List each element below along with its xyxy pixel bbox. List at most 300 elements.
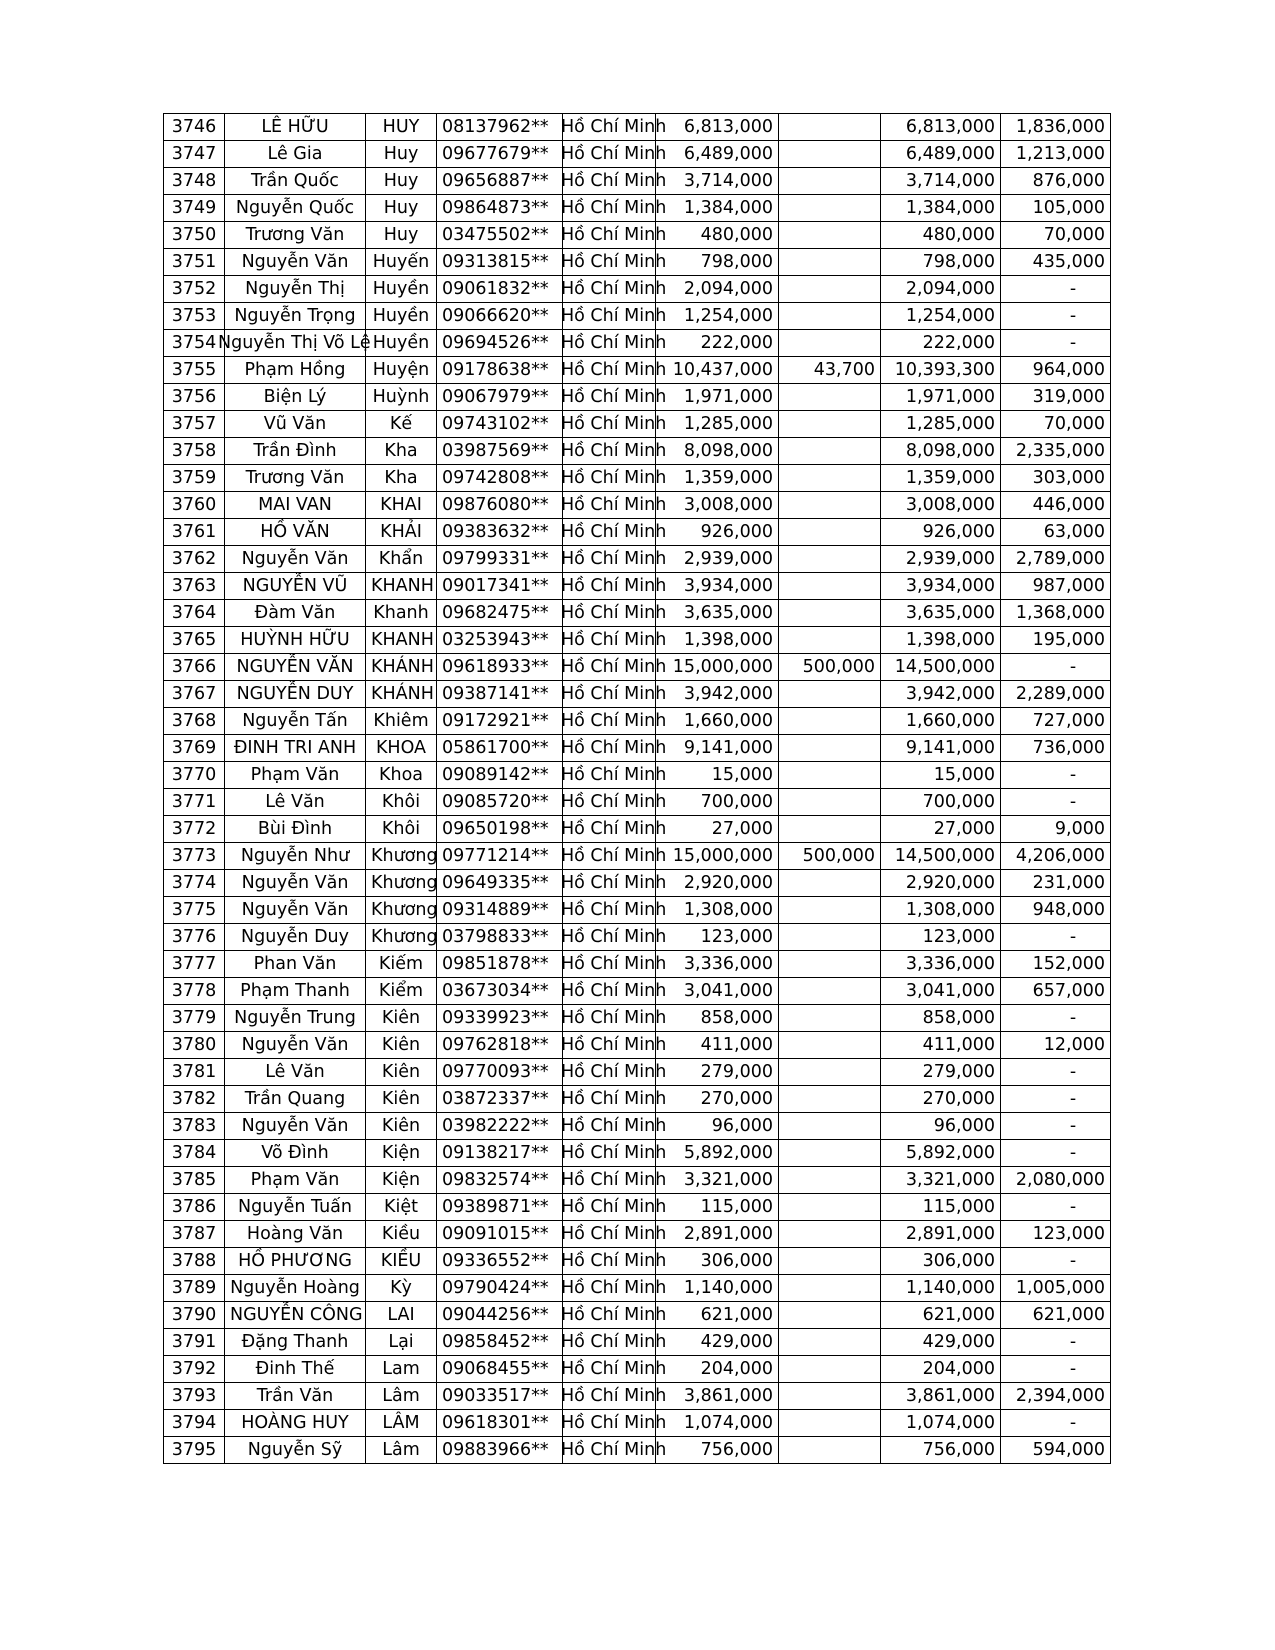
deduction-cell — [779, 411, 881, 438]
phone-text: 09883966** — [442, 1440, 549, 1460]
deduction-cell — [779, 1356, 881, 1383]
row-number-text: 3780 — [171, 1035, 217, 1055]
net-amount-cell — [881, 708, 1001, 735]
phone-cell — [437, 330, 563, 357]
city-cell — [561, 951, 667, 978]
net-amount-cell — [881, 924, 1001, 951]
row-number-cell — [164, 573, 225, 600]
phone-cell — [437, 222, 563, 249]
extra-amount-text: 435,000 — [1032, 252, 1105, 272]
city-cell — [561, 573, 667, 600]
row-number-text: 3755 — [171, 360, 217, 380]
extra-amount-text: - — [1069, 657, 1077, 677]
net-amount-cell — [881, 303, 1001, 330]
row-number-cell — [164, 1383, 225, 1410]
row-number-cell — [164, 1140, 225, 1167]
city-text: Hồ Chí Minh — [561, 792, 667, 812]
city-cell — [561, 681, 667, 708]
net-amount-cell — [881, 789, 1001, 816]
row-number-cell — [164, 1248, 225, 1275]
amount-cell — [656, 492, 779, 519]
city-text: Hồ Chí Minh — [561, 1008, 667, 1028]
deduction-cell — [779, 870, 881, 897]
amount-text: 204,000 — [700, 1359, 773, 1379]
family-name-cell — [225, 951, 366, 978]
net-amount-cell — [881, 1437, 1001, 1464]
city-text: Hồ Chí Minh — [561, 333, 667, 353]
phone-cell — [437, 789, 563, 816]
table-row — [164, 924, 1111, 951]
net-amount-text: 3,336,000 — [905, 954, 995, 974]
family-name-text: Nguyễn Văn — [241, 1035, 349, 1055]
amount-cell — [656, 1302, 779, 1329]
net-amount-text: 204,000 — [922, 1359, 995, 1379]
city-text: Hồ Chí Minh — [561, 981, 667, 1001]
net-amount-cell — [881, 546, 1001, 573]
amount-cell — [656, 654, 779, 681]
given-name-cell — [366, 1248, 437, 1275]
extra-amount-cell — [1001, 195, 1111, 222]
table-row — [164, 222, 1111, 249]
extra-amount-cell — [1001, 492, 1111, 519]
given-name-cell — [366, 735, 437, 762]
family-name-text: Biện Lý — [263, 387, 327, 407]
given-name-text: Huy — [383, 171, 419, 191]
amount-cell — [656, 708, 779, 735]
table-row — [164, 1113, 1111, 1140]
given-name-text: KIỀU — [380, 1251, 422, 1271]
extra-amount-text: - — [1069, 765, 1077, 785]
net-amount-cell — [881, 357, 1001, 384]
extra-amount-text: 727,000 — [1032, 711, 1105, 731]
net-amount-cell — [881, 1221, 1001, 1248]
phone-cell — [437, 1032, 563, 1059]
row-number-text: 3774 — [171, 873, 217, 893]
city-cell — [561, 978, 667, 1005]
city-cell — [561, 1140, 667, 1167]
phone-text: 09091015** — [442, 1224, 549, 1244]
deduction-cell — [779, 1302, 881, 1329]
deduction-cell — [779, 1167, 881, 1194]
net-amount-text: 3,934,000 — [905, 576, 995, 596]
given-name-text: Kế — [389, 414, 413, 434]
extra-amount-cell — [1001, 114, 1111, 141]
deduction-cell — [779, 357, 881, 384]
amount-cell — [656, 978, 779, 1005]
net-amount-text: 3,635,000 — [905, 603, 995, 623]
amount-cell — [656, 897, 779, 924]
phone-text: 09089142** — [442, 765, 549, 785]
extra-amount-cell — [1001, 897, 1111, 924]
family-name-cell — [225, 654, 366, 681]
city-cell — [561, 600, 667, 627]
row-number-text: 3763 — [171, 576, 217, 596]
net-amount-cell — [881, 492, 1001, 519]
deduction-cell — [779, 789, 881, 816]
family-name-text: Nguyễn Tấn — [242, 711, 348, 731]
phone-cell — [437, 1221, 563, 1248]
family-name-cell — [225, 492, 366, 519]
city-cell — [561, 546, 667, 573]
table-row — [164, 276, 1111, 303]
family-name-cell — [225, 978, 366, 1005]
family-name-cell — [225, 600, 366, 627]
extra-amount-text: 657,000 — [1032, 981, 1105, 1001]
deduction-cell — [779, 681, 881, 708]
amount-cell — [656, 789, 779, 816]
extra-amount-cell — [1001, 1086, 1111, 1113]
extra-amount-text: 70,000 — [1043, 225, 1105, 245]
row-number-cell — [164, 1356, 225, 1383]
city-text: Hồ Chí Minh — [561, 1116, 667, 1136]
family-name-cell — [225, 1356, 366, 1383]
amount-cell — [656, 627, 779, 654]
net-amount-text: 1,140,000 — [905, 1278, 995, 1298]
table-row — [164, 1086, 1111, 1113]
row-number-text: 3783 — [171, 1116, 217, 1136]
amount-cell — [656, 222, 779, 249]
row-number-cell — [164, 1410, 225, 1437]
deduction-cell — [779, 1194, 881, 1221]
extra-amount-cell — [1001, 1032, 1111, 1059]
net-amount-cell — [881, 573, 1001, 600]
city-text: Hồ Chí Minh — [561, 414, 667, 434]
amount-text: 2,939,000 — [683, 549, 773, 569]
extra-amount-text: 231,000 — [1032, 873, 1105, 893]
extra-amount-text: 63,000 — [1043, 522, 1105, 542]
city-text: Hồ Chí Minh — [561, 279, 667, 299]
deduction-cell — [779, 1059, 881, 1086]
phone-cell — [437, 654, 563, 681]
table-row — [164, 708, 1111, 735]
amount-cell — [656, 357, 779, 384]
data-table — [163, 113, 1111, 1464]
family-name-text: ĐINH TRI ANH — [233, 738, 357, 758]
phone-text: 09742808** — [442, 468, 549, 488]
row-number-cell — [164, 870, 225, 897]
deduction-cell — [779, 303, 881, 330]
city-text: Hồ Chí Minh — [561, 1413, 667, 1433]
amount-text: 1,140,000 — [683, 1278, 773, 1298]
city-cell — [561, 1059, 667, 1086]
phone-cell — [437, 357, 563, 384]
city-text: Hồ Chí Minh — [561, 468, 667, 488]
phone-text: 09066620** — [442, 306, 549, 326]
amount-text: 1,285,000 — [683, 414, 773, 434]
given-name-cell — [366, 897, 437, 924]
amount-text: 3,861,000 — [683, 1386, 773, 1406]
family-name-cell — [225, 276, 366, 303]
family-name-cell — [225, 357, 366, 384]
deduction-cell — [779, 168, 881, 195]
row-number-text: 3761 — [171, 522, 217, 542]
deduction-text: 500,000 — [802, 846, 875, 866]
phone-text: 09389871** — [442, 1197, 549, 1217]
amount-text: 1,384,000 — [683, 198, 773, 218]
row-number-text: 3781 — [171, 1062, 217, 1082]
extra-amount-cell — [1001, 303, 1111, 330]
extra-amount-text: 876,000 — [1032, 171, 1105, 191]
family-name-cell — [225, 1032, 366, 1059]
deduction-cell — [779, 222, 881, 249]
row-number-cell — [164, 168, 225, 195]
phone-cell — [437, 168, 563, 195]
phone-text: 03987569** — [442, 441, 549, 461]
phone-text: 03475502** — [442, 225, 549, 245]
deduction-cell — [779, 330, 881, 357]
amount-text: 8,098,000 — [683, 441, 773, 461]
amount-cell — [656, 1437, 779, 1464]
given-name-cell — [366, 1329, 437, 1356]
extra-amount-text: 1,005,000 — [1015, 1278, 1105, 1298]
given-name-text: Huy — [383, 198, 419, 218]
table-row — [164, 897, 1111, 924]
row-number-text: 3749 — [171, 198, 217, 218]
given-name-text: Kha — [384, 441, 418, 461]
table-row — [164, 492, 1111, 519]
extra-amount-text: - — [1069, 1089, 1077, 1109]
deduction-cell — [779, 1275, 881, 1302]
family-name-text: Trần Đình — [253, 441, 337, 461]
city-cell — [561, 1005, 667, 1032]
given-name-text: Kha — [384, 468, 418, 488]
phone-cell — [437, 384, 563, 411]
phone-cell — [437, 249, 563, 276]
extra-amount-cell — [1001, 330, 1111, 357]
net-amount-cell — [881, 843, 1001, 870]
extra-amount-text: - — [1069, 1116, 1077, 1136]
row-number-text: 3758 — [171, 441, 217, 461]
amount-text: 96,000 — [711, 1116, 773, 1136]
extra-amount-text: - — [1069, 1413, 1077, 1433]
extra-amount-text: 1,213,000 — [1015, 144, 1105, 164]
family-name-text: Trần Văn — [256, 1386, 334, 1406]
extra-amount-cell — [1001, 573, 1111, 600]
extra-amount-cell — [1001, 708, 1111, 735]
row-number-cell — [164, 519, 225, 546]
row-number-text: 3786 — [171, 1197, 217, 1217]
net-amount-text: 123,000 — [922, 927, 995, 947]
extra-amount-text: 1,368,000 — [1015, 603, 1105, 623]
table-row — [164, 330, 1111, 357]
row-number-cell — [164, 1275, 225, 1302]
phone-cell — [437, 1059, 563, 1086]
net-amount-cell — [881, 951, 1001, 978]
city-cell — [561, 303, 667, 330]
given-name-cell — [366, 1167, 437, 1194]
extra-amount-text: - — [1069, 1251, 1077, 1271]
given-name-cell — [366, 384, 437, 411]
phone-text: 09314889** — [442, 900, 549, 920]
row-number-text: 3776 — [171, 927, 217, 947]
family-name-text: Nguyễn Thị — [245, 279, 345, 299]
row-number-text: 3752 — [171, 279, 217, 299]
city-text: Hồ Chí Minh — [561, 171, 667, 191]
phone-text: 09650198** — [442, 819, 549, 839]
given-name-text: Kiện — [381, 1170, 421, 1190]
deduction-cell — [779, 276, 881, 303]
net-amount-cell — [881, 897, 1001, 924]
city-cell — [561, 114, 667, 141]
row-number-text: 3767 — [171, 684, 217, 704]
extra-amount-cell — [1001, 411, 1111, 438]
deduction-cell — [779, 1140, 881, 1167]
city-cell — [561, 1356, 667, 1383]
row-number-text: 3779 — [171, 1008, 217, 1028]
phone-cell — [437, 1113, 563, 1140]
row-number-text: 3756 — [171, 387, 217, 407]
given-name-text: Huyền — [372, 333, 430, 353]
table-row — [164, 1302, 1111, 1329]
given-name-text: Lam — [382, 1359, 420, 1379]
city-text: Hồ Chí Minh — [561, 657, 667, 677]
city-text: Hồ Chí Minh — [561, 684, 667, 704]
net-amount-cell — [881, 1356, 1001, 1383]
family-name-text: Nguyễn Trọng — [234, 306, 356, 326]
family-name-cell — [225, 1194, 366, 1221]
city-cell — [561, 735, 667, 762]
deduction-cell — [779, 546, 881, 573]
amount-cell — [656, 1005, 779, 1032]
extra-amount-text: - — [1069, 1332, 1077, 1352]
family-name-cell — [225, 1086, 366, 1113]
net-amount-cell — [881, 1410, 1001, 1437]
net-amount-text: 270,000 — [922, 1089, 995, 1109]
given-name-text: Huyền — [372, 306, 430, 326]
extra-amount-cell — [1001, 654, 1111, 681]
given-name-cell — [366, 978, 437, 1005]
phone-text: 09656887** — [442, 171, 549, 191]
row-number-text: 3746 — [171, 117, 217, 137]
amount-cell — [656, 1167, 779, 1194]
amount-cell — [656, 195, 779, 222]
extra-amount-cell — [1001, 735, 1111, 762]
family-name-cell — [225, 519, 366, 546]
city-cell — [561, 519, 667, 546]
deduction-cell — [779, 654, 881, 681]
table-row — [164, 195, 1111, 222]
table-row — [164, 681, 1111, 708]
family-name-text: Đinh Thế — [255, 1359, 335, 1379]
city-text: Hồ Chí Minh — [561, 1035, 667, 1055]
net-amount-cell — [881, 978, 1001, 1005]
amount-text: 700,000 — [700, 792, 773, 812]
amount-cell — [656, 1059, 779, 1086]
phone-cell — [437, 465, 563, 492]
amount-text: 6,489,000 — [683, 144, 773, 164]
net-amount-text: 14,500,000 — [894, 846, 995, 866]
table-row — [164, 519, 1111, 546]
extra-amount-cell — [1001, 1248, 1111, 1275]
amount-cell — [656, 546, 779, 573]
given-name-text: Khoa — [379, 765, 423, 785]
phone-text: 03253943** — [442, 630, 549, 650]
deduction-cell — [779, 384, 881, 411]
extra-amount-text: - — [1069, 306, 1077, 326]
phone-text: 09618301** — [442, 1413, 549, 1433]
extra-amount-text: 621,000 — [1032, 1305, 1105, 1325]
extra-amount-text: 123,000 — [1032, 1224, 1105, 1244]
given-name-cell — [366, 141, 437, 168]
given-name-text: Huyện — [372, 360, 430, 380]
city-cell — [561, 492, 667, 519]
table-row — [164, 1032, 1111, 1059]
row-number-text: 3754 — [171, 333, 217, 353]
extra-amount-cell — [1001, 1221, 1111, 1248]
extra-amount-cell — [1001, 924, 1111, 951]
given-name-cell — [366, 1356, 437, 1383]
net-amount-cell — [881, 1113, 1001, 1140]
extra-amount-cell — [1001, 1356, 1111, 1383]
phone-cell — [437, 924, 563, 951]
table-row — [164, 141, 1111, 168]
net-amount-cell — [881, 681, 1001, 708]
net-amount-text: 3,008,000 — [905, 495, 995, 515]
row-number-cell — [164, 708, 225, 735]
row-number-text: 3782 — [171, 1089, 217, 1109]
given-name-cell — [366, 519, 437, 546]
net-amount-cell — [881, 519, 1001, 546]
row-number-cell — [164, 897, 225, 924]
given-name-cell — [366, 708, 437, 735]
phone-text: 09336552** — [442, 1251, 549, 1271]
extra-amount-cell — [1001, 1005, 1111, 1032]
city-cell — [561, 870, 667, 897]
table-row — [164, 1005, 1111, 1032]
family-name-cell — [225, 195, 366, 222]
deduction-cell — [779, 951, 881, 978]
row-number-cell — [164, 222, 225, 249]
given-name-text: Lâm — [382, 1440, 420, 1460]
city-text: Hồ Chí Minh — [561, 954, 667, 974]
extra-amount-cell — [1001, 1059, 1111, 1086]
phone-text: 09677679** — [442, 144, 549, 164]
table-row — [164, 411, 1111, 438]
amount-cell — [656, 465, 779, 492]
row-number-cell — [164, 492, 225, 519]
amount-text: 1,971,000 — [683, 387, 773, 407]
amount-cell — [656, 1221, 779, 1248]
amount-text: 3,635,000 — [683, 603, 773, 623]
deduction-cell — [779, 1410, 881, 1437]
amount-cell — [656, 1140, 779, 1167]
given-name-text: Kiệt — [384, 1197, 418, 1217]
row-number-text: 3792 — [171, 1359, 217, 1379]
amount-text: 2,094,000 — [683, 279, 773, 299]
row-number-text: 3751 — [171, 252, 217, 272]
phone-cell — [437, 519, 563, 546]
family-name-text: HỒ VĂN — [260, 522, 330, 542]
extra-amount-text: 2,789,000 — [1015, 549, 1105, 569]
given-name-text: Khương — [371, 846, 438, 866]
family-name-text: Nguyễn Hoàng — [230, 1278, 360, 1298]
family-name-cell — [225, 708, 366, 735]
city-text: Hồ Chí Minh — [561, 387, 667, 407]
net-amount-cell — [881, 330, 1001, 357]
net-amount-text: 14,500,000 — [894, 657, 995, 677]
phone-cell — [437, 681, 563, 708]
amount-text: 270,000 — [700, 1089, 773, 1109]
phone-text: 09044256** — [442, 1305, 549, 1325]
row-number-cell — [164, 1302, 225, 1329]
city-cell — [561, 1383, 667, 1410]
city-cell — [561, 1410, 667, 1437]
given-name-cell — [366, 357, 437, 384]
city-text: Hồ Chí Minh — [561, 1332, 667, 1352]
given-name-text: KHÁNH — [371, 657, 434, 677]
city-text: Hồ Chí Minh — [561, 1359, 667, 1379]
extra-amount-cell — [1001, 816, 1111, 843]
